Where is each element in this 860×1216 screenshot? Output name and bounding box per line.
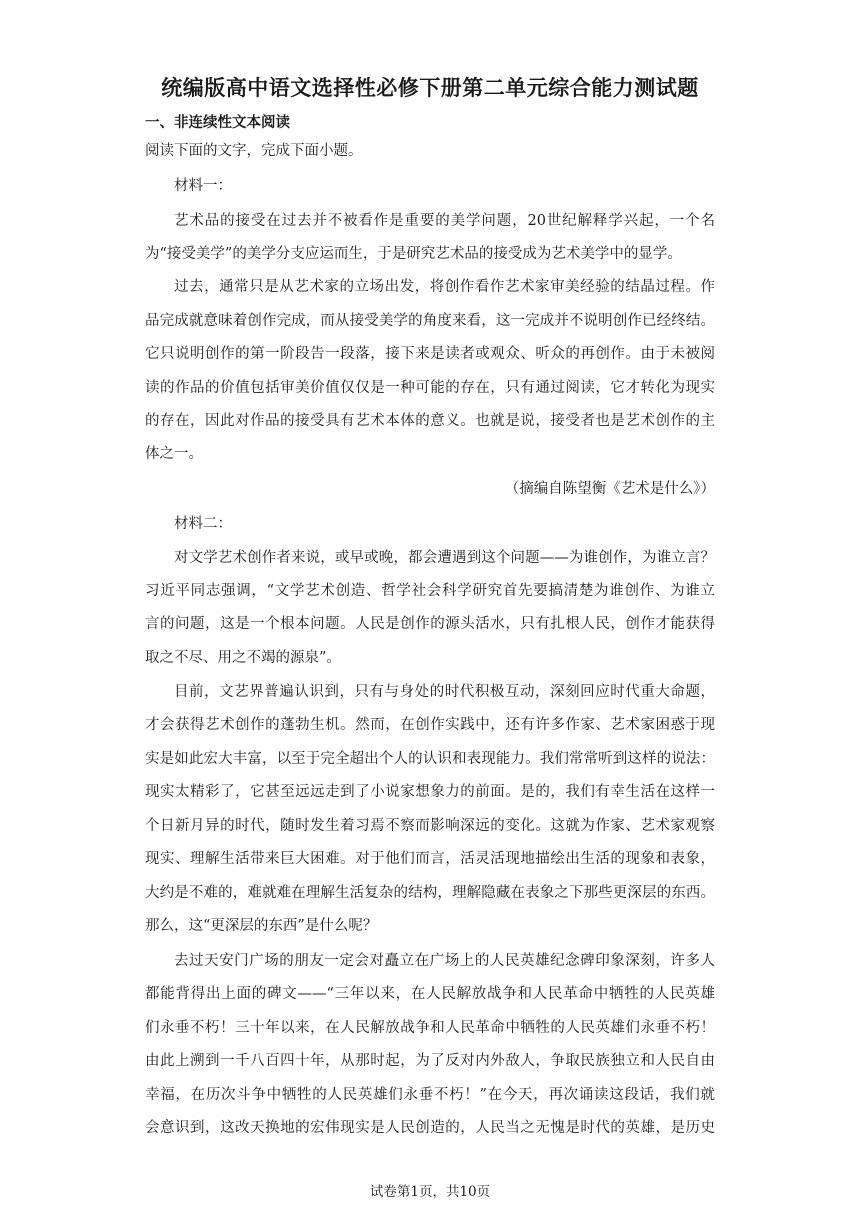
paragraph-line: 取之不尽、用之不竭的源泉”。	[145, 650, 341, 666]
paragraph-line: 实是如此宏大丰富，以至于完全超出个人的认识和表现能力。我们常常听到这样的说法：	[145, 751, 715, 767]
paragraph-line: 体之一。	[145, 446, 203, 462]
paragraph-line: 言的问题，这是一个根本问题。人民是创作的源头活水，只有扎根人民，创作才能获得	[145, 616, 715, 632]
paragraph-line: 习近平同志强调，“文学艺术创造、哲学社会科学研究首先要搞清楚为谁创作、为谁立	[145, 583, 715, 599]
paragraph-line: 由此上溯到一千八百四十年，从那时起，为了反对内外敌人，争取民族独立和人民自由	[145, 1053, 715, 1069]
source-citation: （摘编自陈望衡《艺术是什么》）	[504, 481, 715, 497]
material2-label: 材料二：	[174, 516, 232, 532]
paragraph-line: 幸福，在历次斗争中牺牲的人民英雄们永垂不朽！”在今天，再次诵读这段话，我们就	[145, 1087, 715, 1103]
paragraph-line: 现实、理解生活带来巨大困难。对于他们而言，活灵活现地描绘出生活的现象和表象，	[145, 851, 715, 867]
paragraph-line: 大约是不难的，难就难在理解生活复杂的结构，理解隐藏在表象之下那些更深层的东西。	[145, 885, 715, 901]
paragraph-line: 去过天安门广场的朋友一定会对矗立在广场上的人民英雄纪念碑印象深刻，许多人	[174, 953, 715, 969]
paragraph-line: 那么，这“更深层的东西”是什么呢？	[145, 918, 378, 934]
paragraph-line: 们永垂不朽！三十年以来，在人民解放战争和人民革命中牺牲的人民英雄们永垂不朽！	[145, 1020, 715, 1036]
paragraph-line: 对文学艺术创作者来说，或早或晚，都会遭遇到这个问题——为谁创作，为谁立言？	[174, 550, 715, 566]
material1-label: 材料一：	[174, 178, 232, 194]
section-heading: 一、非连续性文本阅读	[145, 115, 290, 131]
paragraph-line: 它只说明创作的第一阶段告一段落，接下来是读者或观众、听众的再创作。由于未被阅	[145, 346, 715, 362]
page-title: 统编版高中语文选择性必修下册第二单元综合能力测试题	[161, 76, 699, 100]
paragraph-line: 个日新月异的时代，随时发生着习焉不察而影响深远的变化。这就为作家、艺术家观察	[145, 818, 715, 834]
paragraph-line: 过去，通常只是从艺术家的立场出发，将创作看作艺术家审美经验的结晶过程。作	[174, 279, 715, 295]
instruction-text: 阅读下面的文字，完成下面小题。	[145, 143, 363, 159]
paragraph-line: 艺术品的接受在过去并不被看作是重要的美学问题，20世纪解释学兴起，一个名	[174, 213, 715, 229]
paragraph-line: 为“接受美学”的美学分支应运而生，于是研究艺术品的接受成为艺术美学中的显学。	[145, 246, 682, 262]
paragraph-line: 才会获得艺术创作的蓬勃生机。然而，在创作实践中，还有许多作家、艺术家困惑于现	[145, 717, 715, 733]
paragraph-line: 的存在，因此对作品的接受具有艺术本体的意义。也就是说，接受者也是艺术创作的主	[145, 413, 715, 429]
paragraph-line: 目前，文艺界普遍认识到，只有与身处的时代积极互动，深刻回应时代重大命题，	[174, 684, 715, 700]
paragraph-line: 都能背得出上面的碑文——“三年以来，在人民解放战争和人民革命中牺牲的人民英雄	[145, 986, 715, 1002]
paragraph-line: 会意识到，这改天换地的宏伟现实是人民创造的，人民当之无愧是时代的英雄，是历史	[145, 1120, 715, 1136]
paragraph-line: 品完成就意味着创作完成，而从接受美学的角度来看，这一完成并不说明创作已经终结。	[145, 313, 715, 329]
paragraph-line: 现实太精彩了，它甚至远远走到了小说家想象力的前面。是的，我们有幸生活在这样一	[145, 784, 715, 800]
paragraph-line: 读的作品的价值包括审美价值仅仅是一种可能的存在，只有通过阅读，它才转化为现实	[145, 380, 715, 396]
page-footer: 试卷第1页，共10页	[369, 1184, 491, 1200]
